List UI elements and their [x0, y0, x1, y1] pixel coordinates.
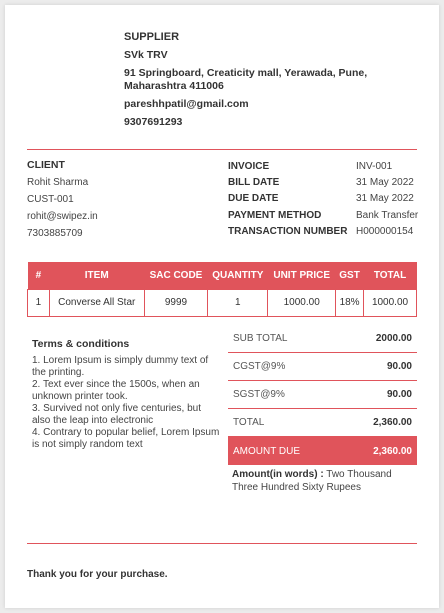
terms-heading: Terms & conditions: [32, 338, 130, 350]
cell-item: Converse All Star: [49, 289, 144, 316]
amount-due-row: [228, 437, 417, 465]
supplier-block: [124, 31, 414, 134]
cell-number: 1: [28, 289, 50, 316]
col-number: #: [28, 262, 50, 289]
total-row: [228, 409, 417, 437]
bill-date-label: BILL DATE: [228, 177, 280, 189]
client-id: CUST-001: [27, 194, 74, 205]
invoice-number-value: INV-001: [356, 161, 393, 172]
terms-line-3: 3. Survived not only five centuries, but also the leap into electronic: [32, 403, 201, 426]
supplier-email: pareshhpatil@gmail.com: [124, 98, 249, 110]
bill-date-value: 31 May 2022: [356, 177, 414, 189]
cell-unit-price: 1000.00: [268, 289, 336, 316]
terms-line-4: 4. Contrary to popular belief, Lorem Ipsum is not simply random text: [32, 427, 220, 450]
client-email: rohit@swipez.in: [27, 211, 98, 222]
amount-due-value: 2,360.00: [373, 445, 412, 457]
sub-total-row: [228, 325, 417, 353]
payment-method-row: [228, 208, 420, 224]
due-date-value: 31 May 2022: [356, 193, 414, 205]
col-unit-price: UNIT PRICE: [268, 262, 336, 289]
col-item: ITEM: [49, 262, 144, 289]
transaction-number-row: [228, 224, 420, 240]
supplier-name: SVk TRV: [124, 49, 168, 61]
terms-line-2: 2. Text ever since the 1500s, when an unknown printer took.: [32, 379, 200, 402]
due-date-label: DUE DATE: [228, 193, 279, 205]
invoice-meta: [228, 159, 420, 240]
amount-words-label: Amount(in words) :: [232, 469, 324, 480]
bill-date-row: [228, 175, 420, 191]
cell-gst: 18%: [336, 289, 364, 316]
payment-method-label: PAYMENT METHOD: [228, 209, 322, 221]
supplier-heading: SUPPLIER: [124, 31, 180, 43]
client-block: [27, 159, 207, 242]
items-table: [27, 262, 417, 317]
transaction-number-value: H000000154: [356, 225, 414, 237]
transaction-number-label: TRANSACTION NUMBER: [228, 225, 348, 237]
sgst-row: [228, 381, 417, 409]
terms-line-1: 1. Lorem Ipsum is simply dummy text of the printing.: [32, 355, 209, 378]
client-phone: 7303885709: [27, 228, 83, 239]
amount-words-value: Two Thousand Three Hundred Sixty Rupees: [232, 469, 392, 493]
sub-total-value: 2000.00: [375, 333, 412, 344]
items-header-row: [28, 262, 417, 289]
supplier-phone: 9307691293: [124, 116, 183, 128]
amount-due-label: AMOUNT DUE: [233, 445, 301, 457]
col-total: TOTAL: [364, 262, 417, 289]
col-gst: GST: [336, 262, 364, 289]
sub-total-label: SUB TOTAL: [233, 333, 288, 344]
invoice-number-row: [228, 159, 420, 175]
col-quantity: QUANTITY: [208, 262, 268, 289]
cgst-label: CGST@9%: [233, 361, 286, 372]
cgst-value: 90.00: [386, 361, 412, 372]
cell-total: 1000.00: [364, 289, 417, 316]
sgst-label: SGST@9%: [233, 389, 285, 400]
due-date-row: [228, 191, 420, 207]
cell-sac-code: 9999: [144, 289, 208, 316]
cgst-row: [228, 353, 417, 381]
top-divider: [27, 149, 417, 150]
sgst-value: 90.00: [386, 389, 412, 400]
client-heading: CLIENT: [27, 159, 65, 171]
table-row: [28, 289, 417, 316]
totals-block: [228, 325, 417, 465]
supplier-address-line2: Maharashtra 411006: [124, 80, 224, 92]
amount-in-words: [232, 468, 417, 494]
terms-block: [32, 338, 222, 451]
bottom-divider: [27, 543, 417, 544]
footer-thanks: Thank you for your purchase.: [27, 569, 168, 580]
total-label: TOTAL: [233, 417, 265, 428]
payment-method-value: Bank Transfer: [356, 209, 419, 221]
invoice-number-label: INVOICE: [228, 161, 270, 172]
col-sac-code: SAC CODE: [144, 262, 208, 289]
invoice-page: [5, 5, 439, 608]
total-value: 2,360.00: [373, 417, 412, 428]
cell-quantity: 1: [208, 289, 268, 316]
supplier-address: [124, 67, 414, 93]
supplier-address-line1: 91 Springboard, Creaticity mall, Yerawada, Pune,: [124, 67, 368, 79]
client-name: Rohit Sharma: [27, 177, 89, 188]
